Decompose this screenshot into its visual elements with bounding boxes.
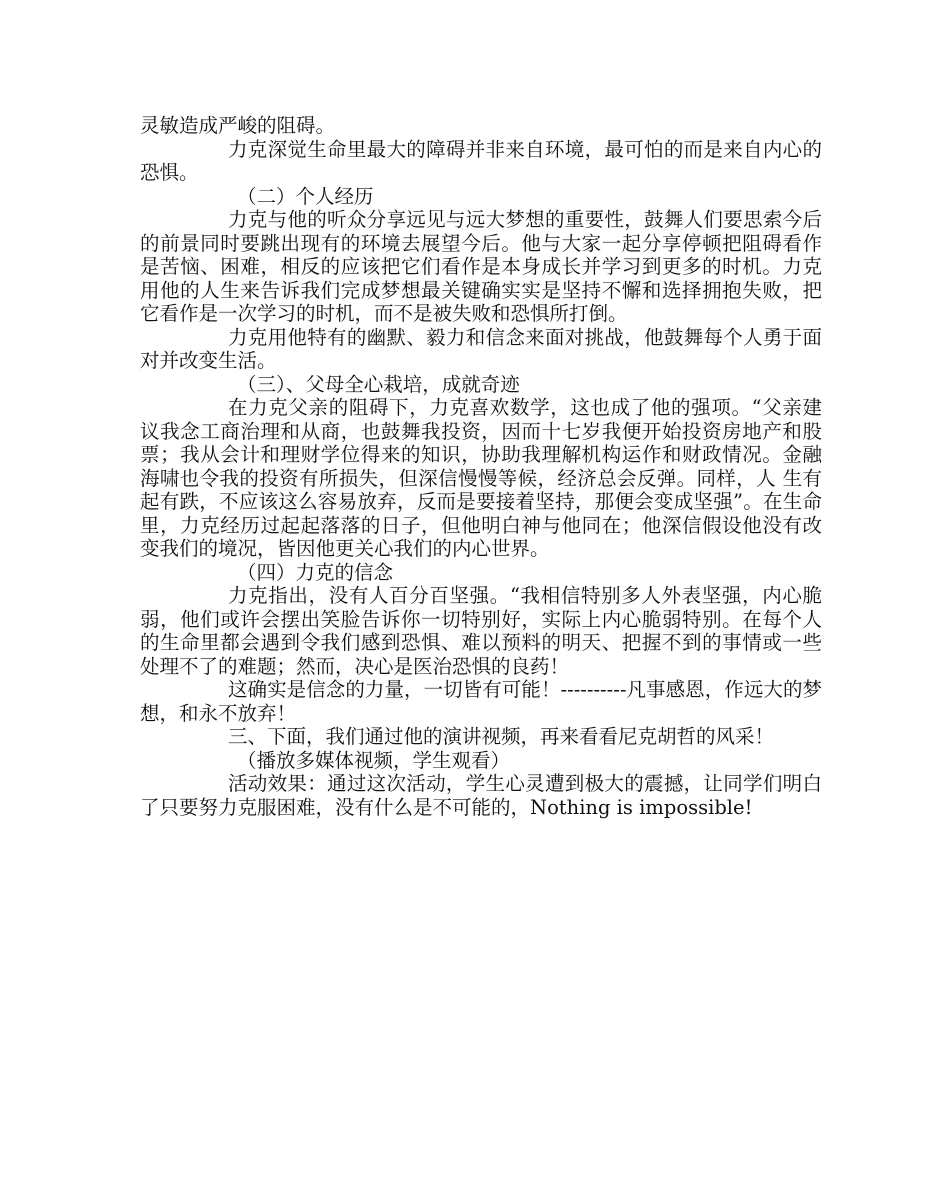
paragraph-activity-effect: 活动效果：通过这次活动，学生心灵遭到极大的震撼，让同学们明白了只要努力克服困难，没有什么是不可能的，Nothing is impossible! [140,772,822,819]
paragraph: 力克用他特有的幽默、毅力和信念来面对挑战，他鼓舞每个人勇于面对并改变生活。 [140,325,822,372]
section-heading-belief: （四）力克的信念 [237,560,394,584]
paragraph: 这确实是信念的力量，一切皆有可能！----------凡事感恩，作远大的梦想，和永不放弃！ [140,678,822,725]
section-heading-personal-experience: （二）个人经历 [237,184,374,208]
paragraph: 力克与他的听众分享远见与远大梦想的重要性，鼓舞人们要思索今后的前景同时要跳出现有的环境去展望今后。他与大家一起分享停顿把阻碍看作是苦恼、困难，相反的应该把它们看作是本身成长并学习到更多的时机。力克用他的人生来告诉我们完成梦想最关键确实实是坚持不懈和选择拥抱失败，把它看作是一次学习的时机，而不是被失败和恐惧所打倒。 [140,208,822,325]
document-page [140,114,822,819]
paragraph-continued: 灵敏造成严峻的阻碍。 [140,114,336,137]
paragraph: 在力克父亲的阻碍下，力克喜欢数学，这也成了他的强项。“父亲建议我念工商治理和从商，也鼓舞我投资，因而十七岁我便开始投资房地产和股票；我从会计和理财学位得来的知识，协助我理解机构运作和财政情况。金融海啸也令我的投资有所损失，但深信慢慢等候，经济总会反弹。同样，人 生有起有跌，不应该这么容易放弃，反而是要接着坚持，那便会变成坚强”。在生命里，力克经历过起起落落的日子，但他明白神与他同在；他深信假设他没有改变我们的境况，皆因他更关心我们的内心世界。 [140,396,822,560]
stage-direction-video: （播放多媒体视频，学生观看） [237,748,511,772]
paragraph: 力克深觉生命里最大的障碍并非来自环境，最可怕的而是来自内心的恐惧。 [140,137,822,184]
paragraph: 力克指出，没有人百分百坚强。“我相信特别多人外表坚强，内心脆弱，他们或许会摆出笑脸告诉你一切特别好，实际上内心脆弱特别。在每个人的生命里都会遇到令我们感到恐惧、难以预料的明天、把握不到的事情或一些处理不了的难题；然而，决心是医治恐惧的良药！ [140,584,822,678]
paragraph: 三、下面，我们通过他的演讲视频，再来看看尼克胡哲的风采！ [228,725,775,748]
section-heading-parents: （三）、父母全心栽培，成就奇迹 [237,372,520,396]
